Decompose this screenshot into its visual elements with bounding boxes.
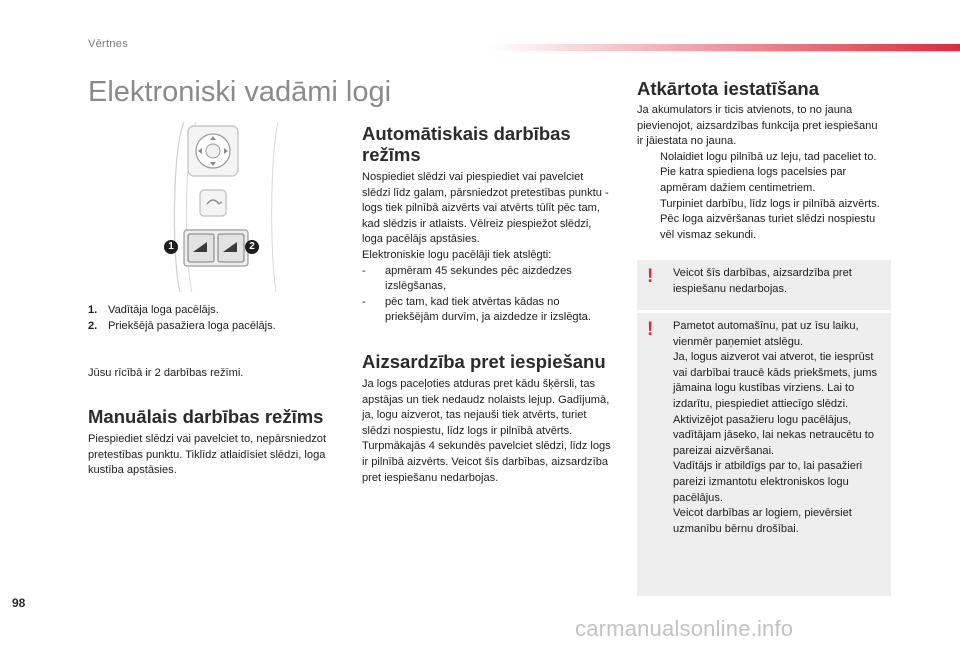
reset-body	[637, 103, 885, 243]
manual-mode-text: Piespiediet slēdzi vai pavelciet to, nepārsniedzot pretestības punktu. Tiklīdz atlaidīsiet slēdzi, loga kustība apstāsies.	[88, 433, 327, 477]
automatic-mode-heading	[362, 123, 622, 165]
list-item-text: pēc tam, kad tiek atvērtas kādas no priekšējām durvīm, ja aizdedze ir izslēgta.	[385, 295, 591, 324]
warning-icon: !	[647, 266, 654, 287]
legend-number: 1.	[88, 304, 98, 316]
anti-pinch-text: Ja logs paceļoties atduras pret kādu šķērsli, tas apstājas un tiek nedaudz nolaists lejup. Gadījumā, ja, logu aizverot, tas nejauši tiek atvērts, turiet slēdzi nospiestu, līdz logs ir pilnībā atvērts. Turpmākajās 4 sekundēs pavelciet slēdzi, līdz logs ir pilnībā aizvērts. Veicot šīs darbības, aizsardzība pret iespiešanu nedarbojas.	[362, 378, 611, 484]
bullet-icon	[637, 150, 660, 197]
list-item-text: Nolaidiet logu pilnībā uz leju, tad paceliet to. Pie katra spiediena logs pacelsies par apmēram dažiem centimetriem.	[660, 150, 877, 194]
list-item-text: Turpiniet darbību, līdz logs ir pilnībā aizvērts.	[660, 197, 880, 210]
page-number: 98	[12, 596, 26, 610]
list-item-text: Pēc loga aizvēršanas turiet slēdzi nospiestu vēl vismaz sekundi.	[660, 213, 876, 241]
legend-number: 2.	[88, 320, 98, 332]
list-item-text: apmēram 45 sekundes pēc aizdedzes izslēgšanas,	[385, 264, 572, 293]
legend-text: Priekšējā pasažiera loga pacēlājs.	[108, 320, 276, 332]
list-item	[362, 295, 614, 326]
page-title: Elektroniski vadāmi logi	[88, 76, 392, 108]
bullet-icon	[637, 212, 660, 243]
automatic-mode-subtext: Elektroniskie logu pacēlāji tiek atslēgti:	[362, 248, 552, 261]
reset-text: Ja akumulators ir ticis atvienots, to no jauna pievienojot, aizsardzības funkcija pret iespiešanu ir jāiestata no jauna.	[637, 104, 878, 148]
warning-box	[637, 260, 891, 310]
window-switch-illustration	[170, 120, 280, 292]
warning-text: Pametot automašīnu, pat uz īsu laiku, vienmēr paņemiet atslēgu. Ja, logus aizverot vai atverot, tie iesprūst vai darbībai traucē kāds priekšmets, jums jāmaina logu kustības virziens. Lai to izdarītu, piespiediet attiecīgo slēdzi. Aktivizējot pasažieru logu pacēlājus, vadītājam jāseko, lai nekas netraucētu to pareizai aizvēršanai. Vadītājs ir atbildīgs par to, lai pasažieri pareizi izmantotu elektroniskos logu pacēlājus. Veicot darbības ar logiem, pievērsiet uzmanību bērnu drošībai.	[673, 320, 878, 535]
manual-mode-heading: Manuālais darbības režīms	[88, 406, 324, 427]
warning-text: Veicot šīs darbības, aizsardzība pret iespiešanu nedarbojas.	[673, 267, 852, 295]
warning-icon: !	[647, 319, 654, 340]
figure-legend	[88, 302, 338, 334]
dash-marker: -	[362, 264, 366, 277]
dash-marker: -	[362, 295, 366, 308]
legend-item	[88, 302, 338, 318]
section-label: Vērtnes	[88, 38, 129, 50]
list-item	[637, 197, 885, 213]
list-item	[637, 150, 885, 197]
automatic-mode-text: Nospiediet slēdzi vai piespiediet vai pavelciet slēdzi līdz galam, pārsniedzot pretestības punktu - logs tiek pilnībā aizvērts vai atvērts tūlīt pēc tam, kad slēdzis ir atlaists. Vēlreiz piespiežot slēdzi, loga pacēlājs apstāsies.	[362, 171, 609, 246]
automatic-mode-heading-line1: Automātiskais darbības	[362, 123, 571, 144]
warning-box	[637, 313, 891, 596]
intro-text: Jūsu rīcībā ir 2 darbības režīmi.	[88, 367, 244, 379]
list-item	[362, 264, 614, 295]
list-item	[637, 212, 885, 243]
anti-pinch-heading: Aizsardzība pret iespiešanu	[362, 351, 606, 372]
bullet-icon	[637, 197, 660, 213]
legend-item	[88, 318, 338, 334]
switch-panel-drawing	[170, 120, 280, 292]
automatic-mode-heading-line2: režīms	[362, 144, 421, 165]
reset-heading: Atkārtota iestatīšana	[637, 78, 819, 99]
automatic-mode-body	[362, 170, 614, 326]
legend-text: Vadītāja loga pacēlājs.	[108, 304, 219, 316]
callout-1: 1	[164, 240, 178, 254]
watermark: carmanualsonline.info	[575, 616, 794, 641]
callout-2: 2	[245, 240, 259, 254]
header-accent-bar	[488, 44, 960, 51]
